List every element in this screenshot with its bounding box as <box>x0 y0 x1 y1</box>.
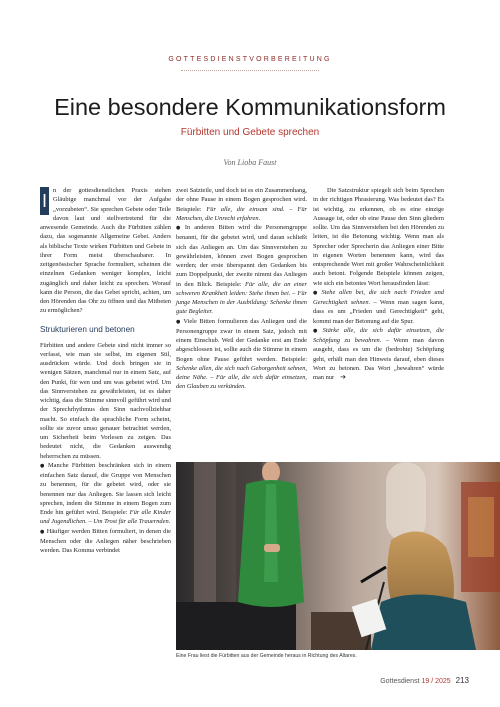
kicker-divider <box>181 70 319 71</box>
page-footer <box>380 676 469 685</box>
bullet-icon: ● <box>176 225 183 231</box>
bullet-icon: ● <box>176 318 182 325</box>
column-2 <box>176 186 307 392</box>
body-paragraph: Fürbitten und andere Gebete sind nicht immer so verfasst, wie man sie selbst, im eigenen Stil, ausdrücken würde. Und doch bringen sie in wenigen Sätzen, manchmal nur in einem Satz, auf den Punkt, für wen und um was gebetet wird. Um das Sinnverstehen zu gewährleisten, ist es daher wichtig, dass die Stimme sinnvoll geführt wird und der Sprechrhythmus den Sinn nachvollziehbar macht. So einfach die sprachliche Form scheint, sollte sie zuvor umso genauer betrachtet werden, um Sicherheit beim Vorlesen zu zeigen. Das bedeutet nicht, die Gedanken auswendig beherrschen zu müssen. <box>40 341 171 460</box>
bullet-icon: ● <box>40 528 45 535</box>
example-text: Schenke allen, die sich nach Geborgenheit sehnen, deine Nähe. – Für alle, die sich dafür einsetzen, den Glauben zu verkünden. <box>176 364 307 391</box>
bullet-paragraph: ● Viele Bitten formulieren das Anliegen und die Personengruppe zwar in einem Satz, jedoch mit einem Einschub. Weil der Gedanke erst am Ende abgeschlossen ist, sollte auch die Stimme in einem Bogen ohne Pause geführt werden. Beispiele: Schenke allen, die sich nach Geborgenheit sehnen, deine Nähe. – Für alle, die sich dafür einsetzen, den Glauben zu verkünden. <box>176 317 307 391</box>
example-text: Für alle, die an einer schweren Krankheit leiden: Stehe ihnen bei. – Für junge Menschen in der Ausbildung: Schenke ihnen gute Begleiter. <box>176 280 307 316</box>
window-arch <box>386 462 426 542</box>
continue-arrow-icon: ➔ <box>340 373 346 381</box>
bullet-paragraph: ● Manche Fürbitten beschränken sich in einem einfachen Satz darauf, die Gruppe von Menschen zu benennen, für die gebetet wird, oder sie benennen nur das Anliegen. Sie lassen sich leicht sprechen, indem die Stimme in einem Bogen zum Ende hin geführt wird. Beispiele: Für alle Kinder und Jugendlichen. – Um Trost für alle Trauernden. <box>40 461 172 526</box>
intro-paragraph <box>40 186 171 316</box>
example-text: Für alle, die einsam sind. – Für Menschen, die Unrecht erfahren. <box>176 205 307 222</box>
article-subtitle: Fürbitten und Gebete sprechen <box>180 127 320 138</box>
example-text: Für alle Kinder und Jugendlichen. – Um Trost für alle Trauernden. <box>40 509 172 526</box>
example-text: Stehe allen bei, die sich nach Frieden und Gerechtigkeit sehnen. <box>313 288 444 306</box>
column-1 <box>40 186 171 555</box>
bullet-icon: ● <box>40 462 46 469</box>
article-photo <box>176 462 500 650</box>
column-3 <box>313 186 444 382</box>
section-heading: Strukturieren und betonen <box>40 324 135 334</box>
bullet-paragraph: ● Häufiger werden Bitten formuliert, in denen die Menschen oder die Anliegen näher beschrieben werden. Das Komma verbindet <box>40 527 171 554</box>
pillar <box>194 462 216 612</box>
photo-caption: Eine Frau liest die Fürbitten aus der Gemeinde heraus in Richtung des Altares. <box>176 653 357 659</box>
bullet-paragraph: ● Stärke alle, die sich dafür einsetzen, die Schöpfung zu bewahren. – Wenn man davon ausgeht, dass es um die (bedrohte) Schöpfung geht, erhält man den Hinweis darauf, eben dieses Wort zu betonen. Das Wort „bewahren“ würde man nur ➔ <box>313 326 444 381</box>
bullet-icon: ● <box>313 289 320 296</box>
reader-jacket <box>371 595 476 651</box>
bullet-paragraph: ● In anderen Bitten wird die Personengruppe benannt, für die gebetet wird, und daran schließt sich das Anliegen an. Um das Sinnverstehen zu gewährleisten, können zwei Bogen gesprochen werden; der erste überspannt den Gedanken bis zum Doppelpunkt, der zweite nimmt das Anliegen in den Blick. Beispiele: Für alle, die an einer schweren Krankheit leiden: Stehe ihnen bei. – Für junge Menschen in der Ausbildung: Schenke ihnen gute Begleiter. <box>176 224 307 316</box>
pew <box>176 602 296 650</box>
body-paragraph: Die Satzstruktur spiegelt sich beim Sprechen in der richtigen Phrasierung. Was bedeutet das? Es ist wichtig, zu erkennen, ob es eine einzige Aussage ist, oder ob eine Pause den Sinn gliedern sollte. Um das Sinnverstehen bei den Hörenden zu leiten, ist die Betonung wichtig. Wenn man als Sprecher oder Sprecherin das Anliegen einer Bitte in eigenen Worten benennen kann, wird das entsprechende Wort mit großer Wahrscheinlichkeit auch betont. Folgende Beispiele können zeigen, wie sich ein betontes Wort herausfinden lässt: <box>313 187 444 287</box>
side-altar-panel <box>468 497 494 557</box>
body-paragraph: zwei Satzteile, und doch ist es ein Zusammenhang, der ohne Pause in einem Bogen gesprochen wird. Beispiele: Für alle, die einsam sind. – Für Menschen, die Unrecht erfahren. <box>176 187 307 222</box>
church-scene-illustration <box>176 462 500 650</box>
magazine-name: Gottesdienst <box>380 678 420 685</box>
article-title: Eine besondere Kommunikationsform <box>54 94 446 120</box>
section-kicker: GOTTESDIENSTVORBEREITUNG <box>168 56 332 63</box>
page-number: 213 <box>455 676 469 685</box>
example-text: Stärke alle, die sich dafür einsetzen, die Schöpfung zu bewahren. <box>313 326 444 344</box>
issue-number: 19 / 2025 <box>421 678 451 685</box>
priest-hands <box>264 544 280 552</box>
priest-head <box>262 462 280 483</box>
vestment-stole <box>264 484 278 582</box>
bullet-icon: ● <box>313 327 321 334</box>
drop-cap: I <box>40 187 49 215</box>
bullet-paragraph: ● Stehe allen bei, die sich nach Frieden und Gerechtigkeit sehnen. – Wenn man sagen kann, dass es um „Frieden und Gerechtigkeit“ geht, kommt man der Betonung auf die Spur. <box>313 288 444 325</box>
article-byline: Von Lioba Faust <box>223 158 277 167</box>
intro-text: n der gottesdienstlichen Praxis stehen Gläubige manchmal vor der Aufgabe „vorzubeten“. Sie sprechen Gebete oder Teile davon laut und stellvertretend für die anwesende Gemeinde. Auch die Fürbitten zählen dazu, das sogenannte Allgemeine Gebet. Anders als biblische Texte wirken Fürbitten und Gebete in ihrer Form meist überschaubarer. In zeitgenössischer Sprache formuliert, scheinen die einzelnen Gedanken weniger komplex, leicht zugänglich und daher leicht zu sprechen. Worauf kann die Person, die das Gebet spricht, achten, um den Hörenden das Ohr zu öffnen und das Mitbeten zu ermöglichen? <box>40 187 171 315</box>
